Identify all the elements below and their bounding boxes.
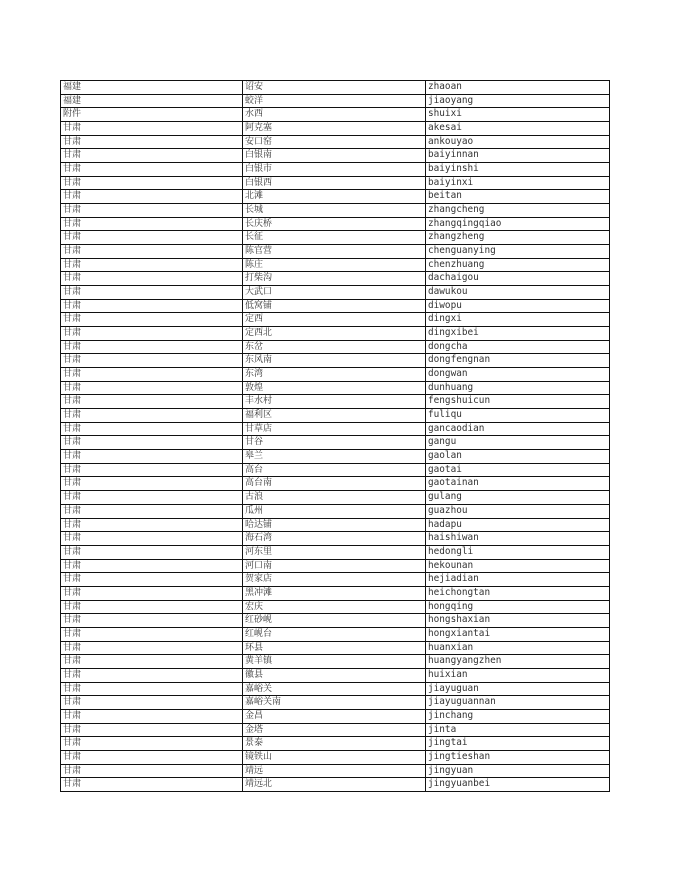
table-row — [61, 560, 609, 574]
table-row — [61, 546, 609, 560]
table-row — [61, 163, 609, 177]
station-name-cell[interactable]: 贺家店 — [243, 573, 426, 586]
pinyin-cell[interactable]: jiaoyang — [428, 94, 474, 106]
station-name-cell[interactable]: 陈官营 — [243, 245, 426, 258]
table-row — [61, 122, 609, 136]
station-name-cell[interactable]: 嘉峪关 — [243, 683, 426, 696]
station-name-cell[interactable]: 白银南 — [243, 149, 426, 162]
table-row — [61, 642, 609, 656]
pinyin-cell[interactable]: zhangzheng — [428, 231, 485, 243]
pinyin-cell[interactable]: gulang — [428, 491, 462, 503]
table-row — [61, 573, 609, 587]
province-cell[interactable]: 甘肃 — [61, 737, 243, 750]
province-cell[interactable]: 甘肃 — [61, 683, 243, 696]
pinyin-cell[interactable]: fengshuicun — [428, 395, 491, 407]
pinyin-cell[interactable]: zhangqingqiao — [428, 217, 502, 229]
province-cell[interactable]: 甘肃 — [61, 696, 243, 709]
station-name-cell[interactable]: 大武口 — [243, 286, 426, 299]
table-row — [61, 108, 609, 122]
pinyin-cell[interactable]: hongshaxian — [428, 614, 491, 626]
station-name-cell[interactable]: 靖远北 — [243, 778, 426, 791]
province-cell[interactable]: 甘肃 — [61, 519, 243, 532]
station-name-cell[interactable]: 北滩 — [243, 190, 426, 203]
station-name-cell[interactable]: 长征 — [243, 231, 426, 244]
table-row — [61, 778, 609, 792]
table-row — [61, 368, 609, 382]
pinyin-cell[interactable]: dunhuang — [428, 381, 474, 393]
province-cell[interactable]: 甘肃 — [61, 327, 243, 340]
table-row — [61, 724, 609, 738]
station-name-cell[interactable]: 瓜州 — [243, 505, 426, 518]
station-name-cell[interactable]: 环县 — [243, 642, 426, 655]
pinyin-cell[interactable]: gaotainan — [428, 477, 479, 489]
table-row — [61, 710, 609, 724]
station-name-cell[interactable]: 高台南 — [243, 477, 426, 490]
table-row — [61, 136, 609, 150]
table-row — [61, 491, 609, 505]
province-cell[interactable]: 甘肃 — [61, 272, 243, 285]
province-cell[interactable]: 甘肃 — [61, 136, 243, 149]
province-cell[interactable]: 甘肃 — [61, 642, 243, 655]
station-name-cell[interactable]: 丰水村 — [243, 395, 426, 408]
station-name-cell[interactable]: 高台 — [243, 464, 426, 477]
pinyin-cell[interactable]: heichongtan — [428, 586, 491, 598]
station-name-cell[interactable]: 定西北 — [243, 327, 426, 340]
pinyin-cell[interactable]: ankouyao — [428, 135, 474, 147]
table-row — [61, 190, 609, 204]
table-row — [61, 95, 609, 109]
province-cell[interactable]: 甘肃 — [61, 560, 243, 573]
station-name-cell[interactable]: 长城 — [243, 204, 426, 217]
province-cell[interactable]: 甘肃 — [61, 354, 243, 367]
table-row — [61, 655, 609, 669]
table-row — [61, 601, 609, 615]
pinyin-cell[interactable]: huixian — [428, 668, 468, 680]
station-name-cell[interactable]: 红岘台 — [243, 628, 426, 641]
province-cell[interactable]: 甘肃 — [61, 341, 243, 354]
province-cell[interactable]: 甘肃 — [61, 765, 243, 778]
province-cell[interactable]: 甘肃 — [61, 122, 243, 135]
pinyin-cell[interactable]: gaolan — [428, 450, 462, 462]
province-cell[interactable]: 甘肃 — [61, 409, 243, 422]
province-cell[interactable]: 甘肃 — [61, 614, 243, 627]
pinyin-cell[interactable]: chenguanying — [428, 245, 496, 257]
table-row — [61, 177, 609, 191]
station-name-cell[interactable]: 黄羊镇 — [243, 655, 426, 668]
pinyin-cell[interactable]: hongxiantai — [428, 627, 491, 639]
pinyin-cell[interactable]: huanxian — [428, 641, 474, 653]
pinyin-cell[interactable]: huangyangzhen — [428, 655, 502, 667]
table-row — [61, 423, 609, 437]
pinyin-cell[interactable]: dawukou — [428, 286, 468, 298]
station-name-cell[interactable]: 河东里 — [243, 546, 426, 559]
pinyin-cell[interactable]: akesai — [428, 122, 462, 134]
pinyin-cell[interactable]: jingtieshan — [428, 750, 491, 762]
pinyin-cell[interactable]: dongfengnan — [428, 354, 491, 366]
pinyin-cell[interactable]: jinta — [428, 723, 457, 735]
station-name-cell[interactable]: 皋兰 — [243, 450, 426, 463]
station-name-cell[interactable]: 宏庆 — [243, 601, 426, 614]
province-cell[interactable]: 甘肃 — [61, 546, 243, 559]
table-row — [61, 259, 609, 273]
table-row — [61, 204, 609, 218]
table-row — [61, 737, 609, 751]
pinyin-cell[interactable]: fuliqu — [428, 409, 462, 421]
table-row — [61, 327, 609, 341]
pinyin-cell[interactable]: jingyuan — [428, 764, 474, 776]
pinyin-cell[interactable]: gangu — [428, 436, 457, 448]
station-name-cell[interactable]: 景泰 — [243, 737, 426, 750]
pinyin-cell[interactable]: jiayuguan — [428, 682, 479, 694]
station-name-cell[interactable]: 哈达铺 — [243, 519, 426, 532]
province-cell[interactable]: 甘肃 — [61, 587, 243, 600]
table-row — [61, 683, 609, 697]
pinyin-cell[interactable]: dongwan — [428, 368, 468, 380]
table-row — [61, 286, 609, 300]
table-row — [61, 218, 609, 232]
station-name-cell[interactable]: 嘉峪关南 — [243, 696, 426, 709]
pinyin-cell[interactable]: dongcha — [428, 340, 468, 352]
province-cell[interactable]: 甘肃 — [61, 149, 243, 162]
province-cell[interactable]: 甘肃 — [61, 724, 243, 737]
province-cell[interactable]: 福建 — [61, 95, 243, 108]
spreadsheet-table — [60, 80, 610, 792]
pinyin-cell[interactable]: baiyinshi — [428, 163, 479, 175]
pinyin-cell[interactable]: hadapu — [428, 518, 462, 530]
province-cell[interactable]: 甘肃 — [61, 628, 243, 641]
table-row — [61, 395, 609, 409]
pinyin-cell[interactable]: zhaoan — [428, 81, 462, 92]
station-name-cell[interactable]: 水西 — [243, 108, 426, 121]
table-row — [61, 450, 609, 464]
station-name-cell[interactable]: 定西 — [243, 313, 426, 326]
station-name-cell[interactable]: 陈庄 — [243, 259, 426, 272]
table-row — [61, 313, 609, 327]
station-name-cell[interactable]: 蛟洋 — [243, 95, 426, 108]
table-row — [61, 149, 609, 163]
table-row — [61, 751, 609, 765]
station-name-cell[interactable]: 红砂岘 — [243, 614, 426, 627]
province-cell[interactable]: 甘肃 — [61, 532, 243, 545]
province-cell[interactable]: 甘肃 — [61, 177, 243, 190]
table-row — [61, 409, 609, 423]
table-row — [61, 532, 609, 546]
table-row — [61, 519, 609, 533]
pinyin-cell[interactable]: shuixi — [428, 108, 462, 120]
station-name-cell[interactable]: 甘谷 — [243, 436, 426, 449]
station-name-cell[interactable]: 镜铁山 — [243, 751, 426, 764]
province-cell[interactable]: 甘肃 — [61, 573, 243, 586]
province-cell[interactable]: 甘肃 — [61, 245, 243, 258]
station-name-cell[interactable]: 河口南 — [243, 560, 426, 573]
pinyin-cell[interactable]: chenzhuang — [428, 258, 485, 270]
station-name-cell[interactable]: 白银市 — [243, 163, 426, 176]
table-row — [61, 765, 609, 779]
province-cell[interactable]: 甘肃 — [61, 751, 243, 764]
station-name-cell[interactable]: 安口窑 — [243, 136, 426, 149]
table-row — [61, 272, 609, 286]
station-name-cell[interactable]: 敦煌 — [243, 382, 426, 395]
pinyin-cell[interactable]: gancaodian — [428, 422, 485, 434]
province-cell[interactable]: 甘肃 — [61, 382, 243, 395]
table-row — [61, 628, 609, 642]
province-cell[interactable]: 甘肃 — [61, 231, 243, 244]
pinyin-cell[interactable]: baiyinxi — [428, 176, 474, 188]
station-name-cell[interactable]: 福利区 — [243, 409, 426, 422]
station-name-cell[interactable]: 白银西 — [243, 177, 426, 190]
pinyin-cell[interactable]: hejiadian — [428, 573, 479, 585]
pinyin-cell[interactable]: gaotai — [428, 463, 462, 475]
station-name-cell[interactable]: 阿克塞 — [243, 122, 426, 135]
province-cell[interactable]: 甘肃 — [61, 190, 243, 203]
station-name-cell[interactable]: 低窝铺 — [243, 300, 426, 313]
province-cell[interactable]: 甘肃 — [61, 395, 243, 408]
table-row — [61, 587, 609, 601]
table-row — [61, 505, 609, 519]
pinyin-cell[interactable]: haishiwan — [428, 532, 479, 544]
table-row — [61, 81, 609, 95]
pinyin-cell[interactable]: hedongli — [428, 545, 474, 557]
station-name-cell[interactable]: 黑冲滩 — [243, 587, 426, 600]
province-cell[interactable]: 甘肃 — [61, 778, 243, 791]
province-cell[interactable]: 甘肃 — [61, 218, 243, 231]
station-name-cell[interactable]: 东风南 — [243, 354, 426, 367]
table-row — [61, 464, 609, 478]
table-row — [61, 354, 609, 368]
pinyin-cell[interactable]: diwopu — [428, 299, 462, 311]
pinyin-cell[interactable]: hekounan — [428, 559, 474, 571]
pinyin-cell[interactable]: baiyinnan — [428, 149, 479, 161]
pinyin-cell[interactable]: jingyuanbei — [428, 778, 491, 790]
province-cell[interactable]: 甘肃 — [61, 464, 243, 477]
table-row — [61, 436, 609, 450]
station-name-cell[interactable]: 徽县 — [243, 669, 426, 682]
station-name-cell[interactable]: 古浪 — [243, 491, 426, 504]
province-cell[interactable]: 甘肃 — [61, 477, 243, 490]
province-cell[interactable]: 甘肃 — [61, 710, 243, 723]
province-cell[interactable]: 甘肃 — [61, 505, 243, 518]
station-name-cell[interactable]: 东岔 — [243, 341, 426, 354]
pinyin-cell[interactable]: hongqing — [428, 600, 474, 612]
pinyin-cell[interactable]: jinchang — [428, 709, 474, 721]
province-cell[interactable]: 甘肃 — [61, 601, 243, 614]
province-cell[interactable]: 甘肃 — [61, 313, 243, 326]
station-name-cell[interactable]: 长庆桥 — [243, 218, 426, 231]
station-name-cell[interactable]: 金昌 — [243, 710, 426, 723]
station-name-cell[interactable]: 金塔 — [243, 724, 426, 737]
pinyin-cell[interactable]: dingxibei — [428, 327, 479, 339]
station-name-cell[interactable]: 诏安 — [243, 81, 426, 94]
table-row — [61, 477, 609, 491]
table-row — [61, 614, 609, 628]
province-cell[interactable]: 福建 — [61, 81, 243, 94]
province-cell[interactable]: 附件 — [61, 108, 243, 121]
pinyin-cell[interactable]: jingtai — [428, 737, 468, 749]
station-name-cell[interactable]: 打柴沟 — [243, 272, 426, 285]
table-row — [61, 341, 609, 355]
table-row — [61, 669, 609, 683]
province-cell[interactable]: 甘肃 — [61, 286, 243, 299]
province-cell[interactable]: 甘肃 — [61, 450, 243, 463]
table-row — [61, 696, 609, 710]
province-cell[interactable]: 甘肃 — [61, 436, 243, 449]
pinyin-cell[interactable]: jiayuguannan — [428, 696, 496, 708]
province-cell[interactable]: 甘肃 — [61, 669, 243, 682]
province-cell[interactable]: 甘肃 — [61, 163, 243, 176]
pinyin-cell[interactable]: guazhou — [428, 504, 468, 516]
pinyin-cell[interactable]: beitan — [428, 190, 462, 202]
station-name-cell[interactable]: 甘草店 — [243, 423, 426, 436]
pinyin-cell[interactable]: zhangcheng — [428, 204, 485, 216]
pinyin-cell[interactable]: dingxi — [428, 313, 462, 325]
station-name-cell[interactable]: 靖远 — [243, 765, 426, 778]
province-cell[interactable]: 甘肃 — [61, 423, 243, 436]
province-cell[interactable]: 甘肃 — [61, 259, 243, 272]
province-cell[interactable]: 甘肃 — [61, 300, 243, 313]
province-cell[interactable]: 甘肃 — [61, 655, 243, 668]
province-cell[interactable]: 甘肃 — [61, 491, 243, 504]
table-row — [61, 382, 609, 396]
station-name-cell[interactable]: 海石湾 — [243, 532, 426, 545]
province-cell[interactable]: 甘肃 — [61, 204, 243, 217]
province-cell[interactable]: 甘肃 — [61, 368, 243, 381]
table-row — [61, 300, 609, 314]
table-row — [61, 245, 609, 259]
pinyin-cell[interactable]: dachaigou — [428, 272, 479, 284]
station-name-cell[interactable]: 东湾 — [243, 368, 426, 381]
table-row — [61, 231, 609, 245]
